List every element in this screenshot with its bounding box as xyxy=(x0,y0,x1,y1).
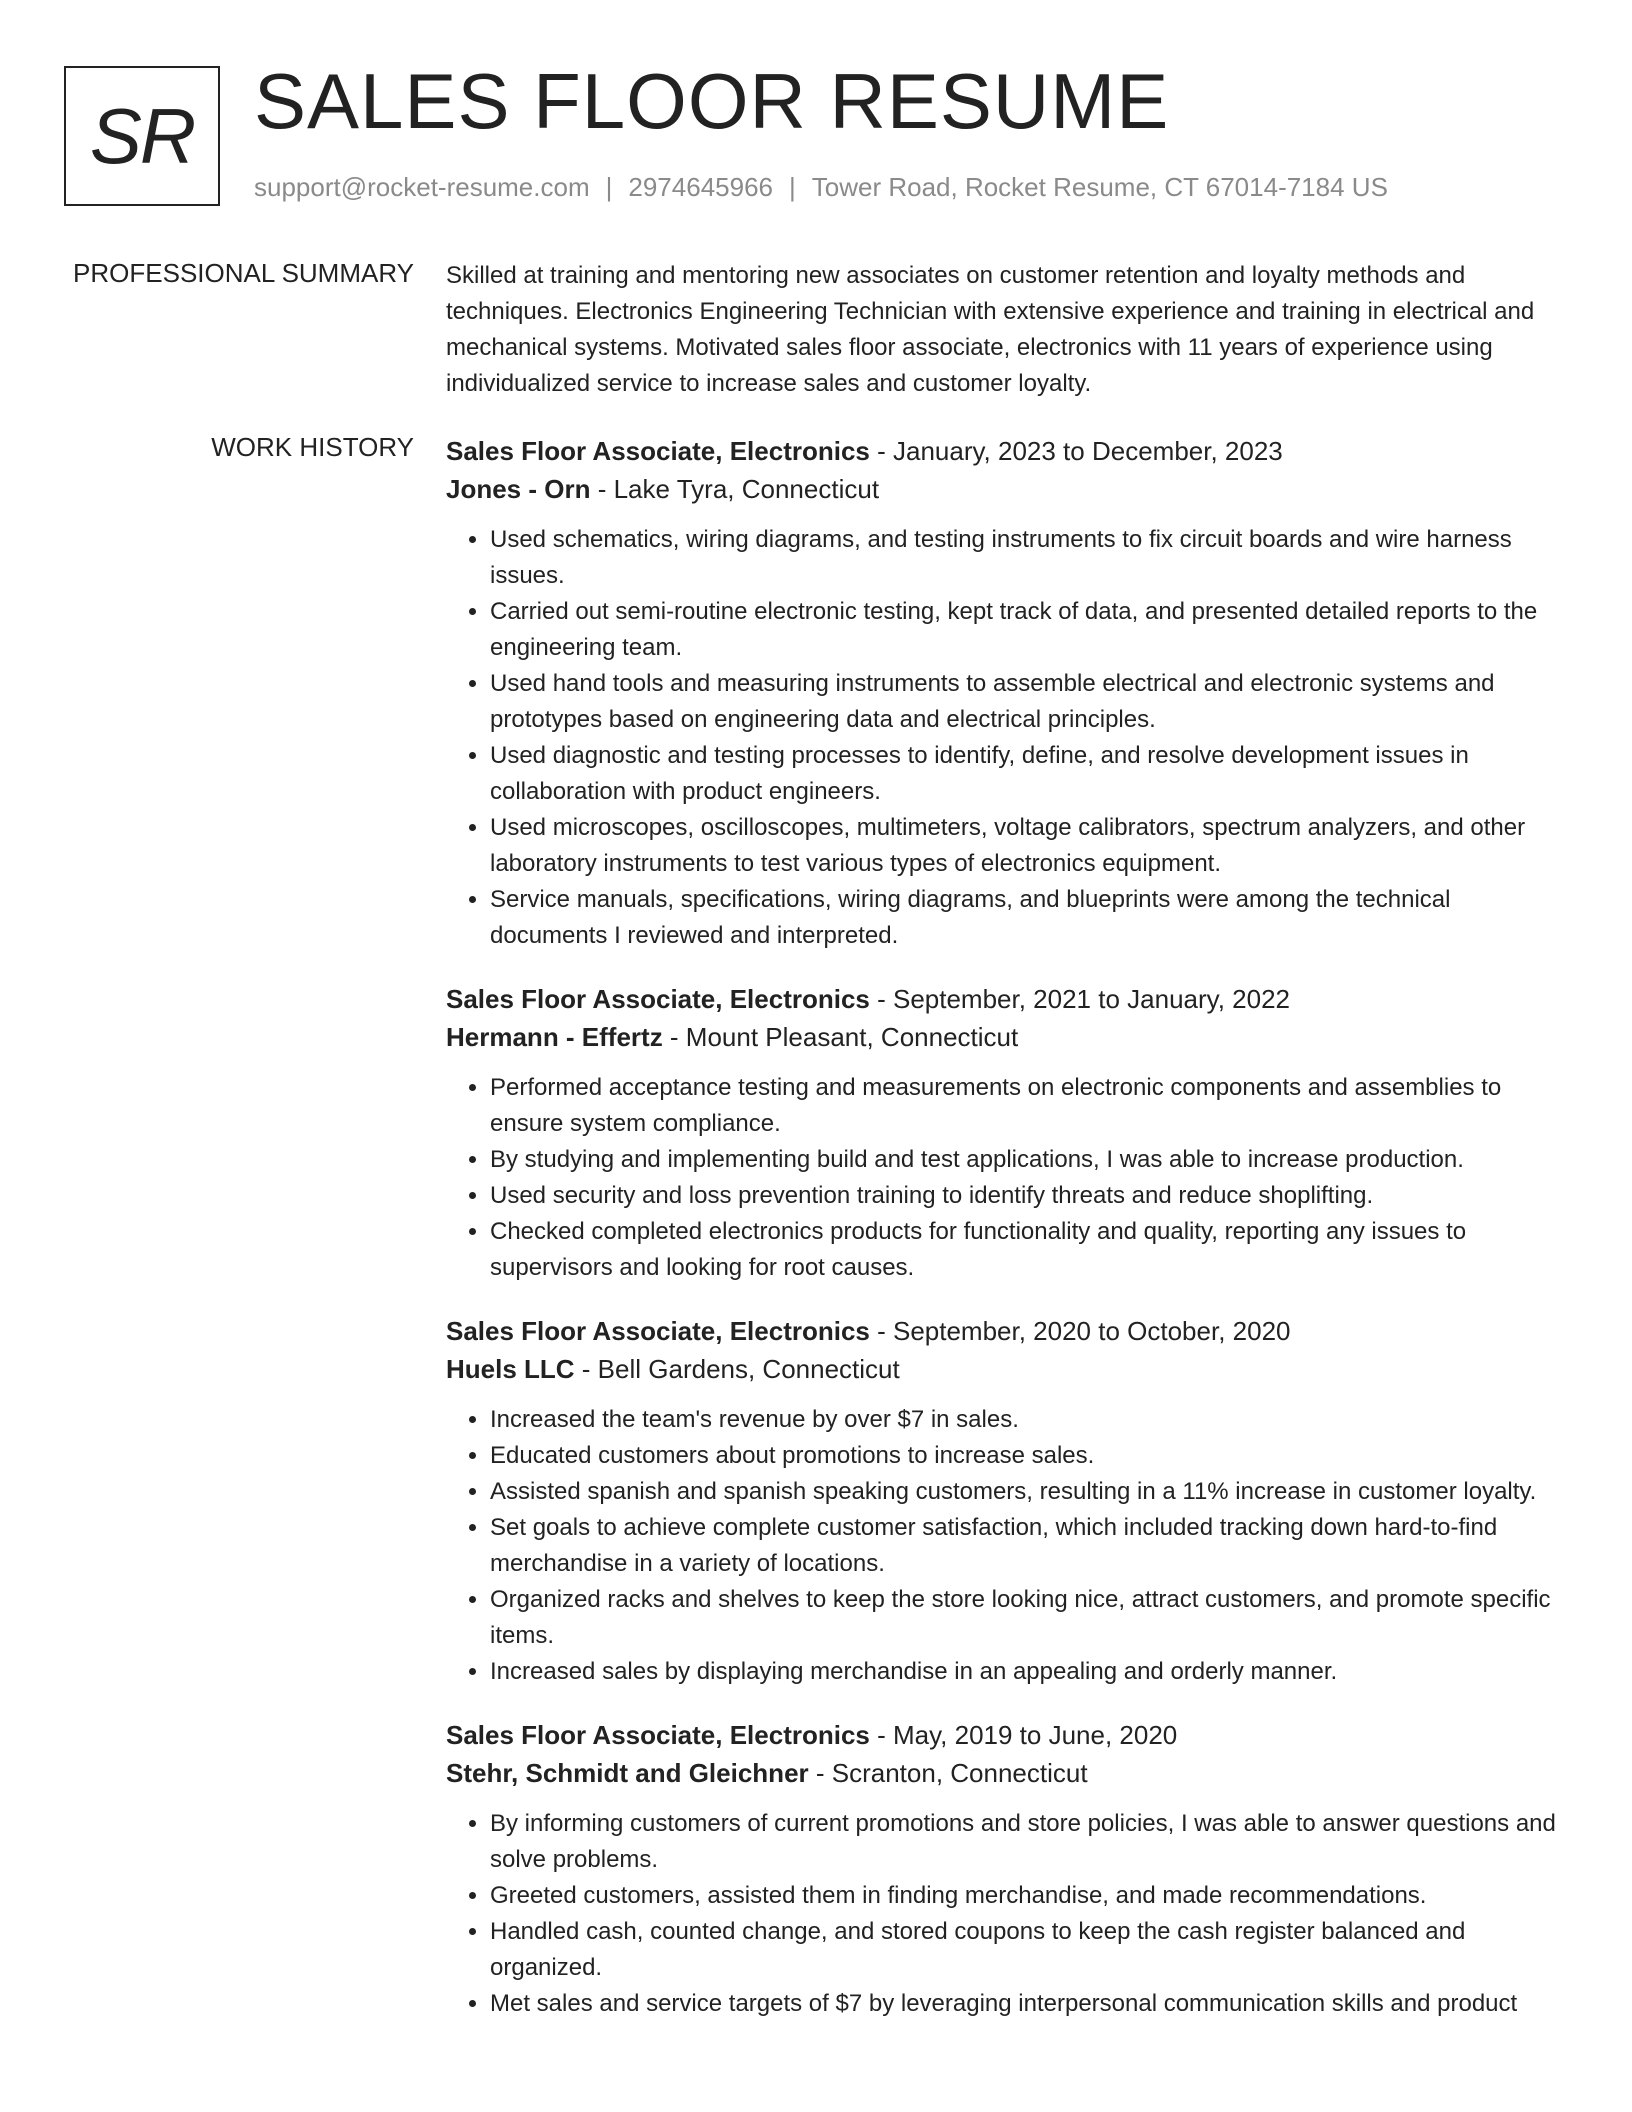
work-history-body xyxy=(446,432,1566,2048)
job-company: Jones - Orn xyxy=(446,474,591,504)
job-bullet: • Checked completed electronics products for functionality and quality, reporting any issues to supervisors and looking for root causes. xyxy=(490,1214,1566,1286)
job-bullet: • Service manuals, specifications, wiring diagrams, and blueprints were among the technical documents I reviewed and interpreted. xyxy=(490,882,1566,954)
job-title-line xyxy=(446,432,1566,470)
job-title-line xyxy=(446,980,1566,1018)
job-bullet: • Performed acceptance testing and measurements on electronic components and assemblies to ensure system compliance. xyxy=(490,1070,1566,1142)
contact-separator: | xyxy=(789,172,796,202)
job-bullet: • Assisted spanish and spanish speaking customers, resulting in a 11% increase in customer loyalty. xyxy=(490,1474,1566,1510)
job-bullet: • Organized racks and shelves to keep the store looking nice, attract customers, and promote specific items. xyxy=(490,1582,1566,1654)
job-bullet-list xyxy=(446,1806,1566,2022)
job-dates: - September, 2020 to October, 2020 xyxy=(869,1316,1291,1346)
job-entry xyxy=(446,980,1566,1286)
job-bullet: • Set goals to achieve complete customer satisfaction, which included tracking down hard-to-find merchandise in a variety of locations. xyxy=(490,1510,1566,1582)
job-title: Sales Floor Associate, Electronics xyxy=(446,1720,870,1750)
job-bullet: • Increased the team's revenue by over $7 in sales. xyxy=(490,1402,1566,1438)
job-location: - Lake Tyra, Connecticut xyxy=(590,474,880,504)
resume-title: SALES FLOOR RESUME xyxy=(254,57,1170,145)
job-dates: - May, 2019 to June, 2020 xyxy=(869,1720,1178,1750)
job-company-line xyxy=(446,1018,1566,1056)
job-location: - Bell Gardens, Connecticut xyxy=(574,1354,900,1384)
job-entry xyxy=(446,432,1566,954)
section-heading-summary: PROFESSIONAL SUMMARY xyxy=(73,258,414,288)
job-title: Sales Floor Associate, Electronics xyxy=(446,1316,870,1346)
monogram-badge: SR xyxy=(64,66,220,206)
job-entry xyxy=(446,1716,1566,2022)
section-heading-work-history: WORK HISTORY xyxy=(211,432,414,462)
contact-address: Tower Road, Rocket Resume, CT 67014-7184 US xyxy=(811,172,1388,202)
contact-email: support@rocket-resume.com xyxy=(254,172,590,202)
job-bullet: • Greeted customers, assisted them in finding merchandise, and made recommendations. xyxy=(490,1878,1566,1914)
job-entry xyxy=(446,1312,1566,1690)
contact-separator: | xyxy=(605,172,613,202)
job-dates: - September, 2021 to January, 2022 xyxy=(869,984,1291,1014)
contact-phone: 2974645966 xyxy=(628,172,773,202)
job-bullet: • Used security and loss prevention training to identify threats and reduce shoplifting. xyxy=(490,1178,1566,1214)
job-title: Sales Floor Associate, Electronics xyxy=(446,984,870,1014)
job-bullet: • Used microscopes, oscilloscopes, multimeters, voltage calibrators, spectrum analyzers, and other laboratory instruments to test various types of electronics equipment. xyxy=(490,810,1566,882)
job-company-line xyxy=(446,1350,1566,1388)
job-company: Hermann - Effertz xyxy=(446,1022,663,1052)
job-bullet-list xyxy=(446,1402,1566,1690)
job-bullet-list xyxy=(446,522,1566,954)
job-bullet: • By studying and implementing build and test applications, I was able to increase production. xyxy=(490,1142,1566,1178)
job-bullet: • Carried out semi-routine electronic testing, kept track of data, and presented detailed reports to the engineering team. xyxy=(490,594,1566,666)
contact-line xyxy=(254,172,1388,203)
job-bullet: • Met sales and service targets of $7 by leveraging interpersonal communication skills and product xyxy=(490,1986,1566,2022)
job-dates: - January, 2023 to December, 2023 xyxy=(869,436,1283,466)
job-company-line xyxy=(446,470,1566,508)
job-company: Stehr, Schmidt and Gleichner xyxy=(446,1758,809,1788)
job-bullet: • By informing customers of current promotions and store policies, I was able to answer questions and solve problems. xyxy=(490,1806,1566,1878)
job-bullet: • Handled cash, counted change, and stored coupons to keep the cash register balanced and organized. xyxy=(490,1914,1566,1986)
job-location: - Mount Pleasant, Connecticut xyxy=(662,1022,1019,1052)
job-company: Huels LLC xyxy=(446,1354,575,1384)
job-bullet: • Increased sales by displaying merchandise in an appealing and orderly manner. xyxy=(490,1654,1566,1690)
summary-text: Skilled at training and mentoring new associates on customer retention and loyalty methods and techniques. Electronics Engineering Technician with extensive experience and training in electrical and mechanical systems. Motivated sales floor associate, electronics with 11 years of experience using individualized service to increase sales and customer loyalty. xyxy=(446,262,1535,397)
job-bullet: • Educated customers about promotions to increase sales. xyxy=(490,1438,1566,1474)
job-bullet: • Used schematics, wiring diagrams, and testing instruments to fix circuit boards and wire harness issues. xyxy=(490,522,1566,594)
job-bullet-list xyxy=(446,1070,1566,1286)
job-location: - Scranton, Connecticut xyxy=(808,1758,1088,1788)
job-bullet: • Used diagnostic and testing processes to identify, define, and resolve development issues in collaboration with product engineers. xyxy=(490,738,1566,810)
job-company-line xyxy=(446,1754,1566,1792)
summary-body xyxy=(446,258,1566,402)
job-title-line xyxy=(446,1312,1566,1350)
job-bullet: • Used hand tools and measuring instruments to assemble electrical and electronic systems and prototypes based on engineering data and electrical principles. xyxy=(490,666,1566,738)
job-title-line xyxy=(446,1716,1566,1754)
job-title: Sales Floor Associate, Electronics xyxy=(446,436,870,466)
